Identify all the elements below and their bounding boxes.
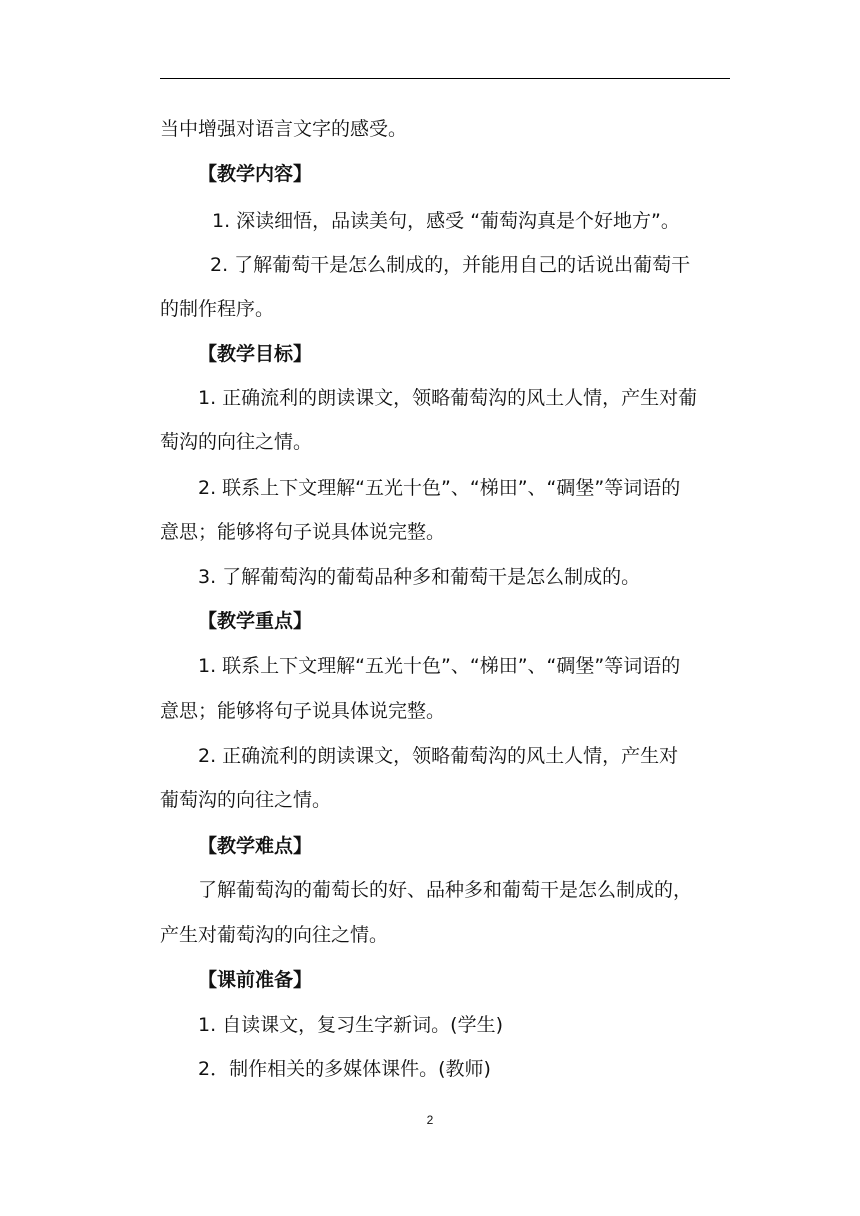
section-heading: 【教学重点】 [198,610,313,632]
text-line: 了解葡萄沟的葡萄长的好、品种多和葡萄干是怎么制成的， [198,879,693,901]
section-heading: 【教学目标】 [198,343,313,365]
text-line: 1. 联系上下文理解“五光十色”、“梯田”、“碉堡”等词语的 [198,655,681,677]
text-line: 2. 正确流利的朗读课文，领略葡萄沟的风土人情，产生对 [198,745,679,767]
text-line: 萄沟的向往之情。 [160,431,313,453]
section-heading: 【教学内容】 [198,163,313,185]
section-heading: 【课前准备】 [198,969,313,991]
text-line: 产生对葡萄沟的向往之情。 [160,924,389,946]
page-number: 2 [426,1113,434,1127]
text-line: 葡萄沟的向往之情。 [160,789,332,811]
text-line: 当中增强对语言文字的感受。 [160,118,408,140]
header-rule [160,78,730,79]
text-line: 2. 了解葡萄干是怎么制成的，并能用自己的话说出葡萄干 [210,254,691,276]
text-line: 2. 联系上下文理解“五光十色”、“梯田”、“碉堡”等词语的 [198,477,681,499]
text-line: 2．制作相关的多媒体课件。(教师) [198,1058,491,1080]
text-line: 1. 正确流利的朗读课文，领略葡萄沟的风土人情，产生对葡 [198,387,698,409]
text-line: 3. 了解葡萄沟的葡萄品种多和葡萄干是怎么制成的。 [198,566,641,588]
text-line: 1. 自读课文，复习生字新词。(学生) [198,1014,503,1036]
text-line: 意思；能够将句子说具体说完整。 [160,521,446,543]
text-line: 1. 深读细悟，品读美句，感受 “葡萄沟真是个好地方”。 [212,210,680,232]
section-heading: 【教学难点】 [198,835,313,857]
text-line: 的制作程序。 [160,298,275,320]
text-line: 意思；能够将句子说具体说完整。 [160,700,446,722]
